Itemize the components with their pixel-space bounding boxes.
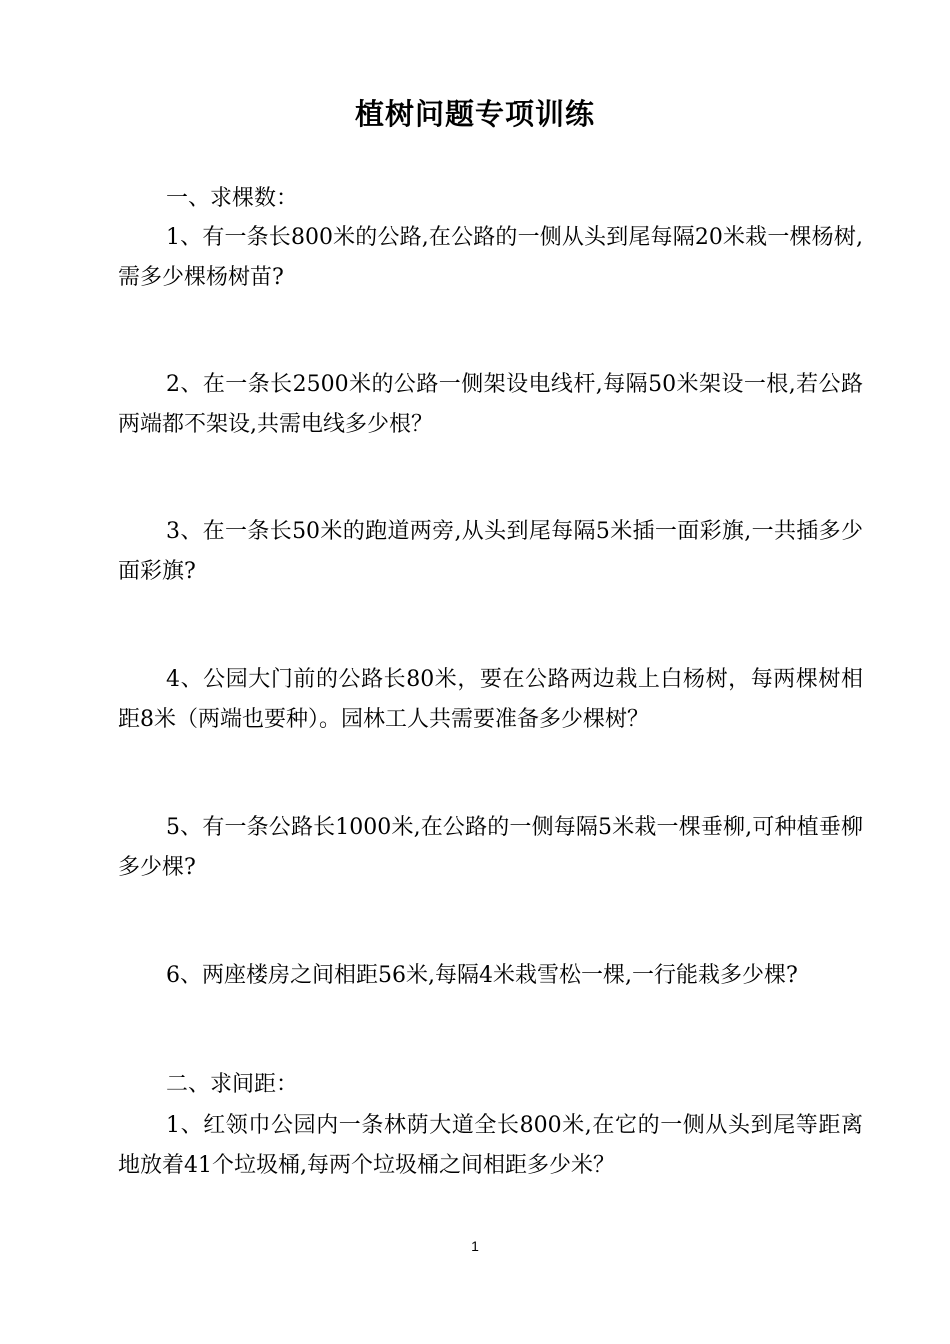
problem-1-2: 2、在一条长2500米的公路一侧架设电线杆,每隔50米架设一根,若公路两端都不架设,共需电线多少根？ [118, 372, 863, 437]
problem-1-3: 3、在一条长50米的跑道两旁,从头到尾每隔5米插一面彩旗,一共插多少面彩旗? [118, 519, 863, 584]
page-title: 植树问题专项训练 [354, 97, 595, 131]
problem-1-6: 6、两座楼房之间相距56米,每隔4米栽雪松一棵,一行能栽多少棵? [166, 963, 798, 988]
page-number: 1 [471, 1238, 479, 1254]
problem-1-1: 1、有一条长800米的公路,在公路的一侧从头到尾每隔20米栽一棵杨树,需多少棵杨树苗? [118, 225, 863, 290]
section-heading-count: 一、求棵数： [166, 186, 299, 211]
problem-1-4: 4、公园大门前的公路长80米，要在公路两边栽上白杨树，每两棵树相距8米（两端也要种）。园林工人共需要准备多少棵树？ [118, 667, 863, 732]
problem-1-5: 5、有一条公路长1000米,在公路的一侧每隔5米栽一棵垂柳,可种植垂柳多少棵? [118, 815, 863, 880]
problem-2-1: 1、红领巾公园内一条林荫大道全长800米,在它的一侧从头到尾等距离地放着41个垃圾桶,每两个垃圾桶之间相距多少米？ [118, 1113, 863, 1178]
section-heading-spacing: 二、求间距： [166, 1072, 299, 1097]
